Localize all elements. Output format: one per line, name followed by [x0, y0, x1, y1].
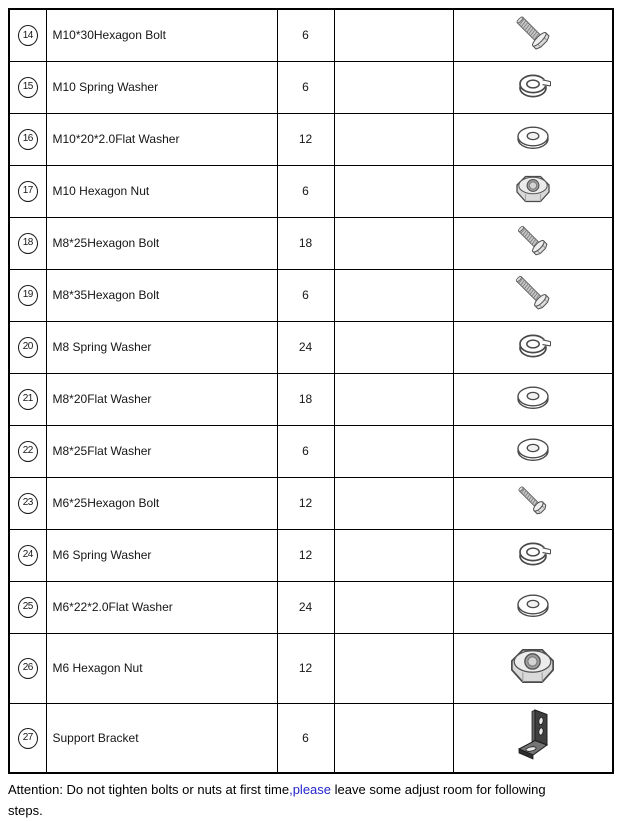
part-image-cell — [453, 217, 613, 269]
part-name: M6 Hexagon Nut — [52, 661, 143, 675]
support-bracket-icon — [512, 708, 554, 762]
part-name-cell — [46, 633, 277, 703]
attention-line2: steps. — [8, 803, 43, 818]
part-image-cell — [453, 529, 613, 581]
part-number-badge: 17 — [18, 181, 38, 202]
hexagon-nut-icon — [508, 644, 557, 688]
part-quantity: 12 — [298, 548, 313, 562]
blank-cell — [334, 217, 453, 269]
part-quantity-cell — [277, 113, 334, 165]
part-name-cell — [46, 703, 277, 773]
part-quantity: 12 — [298, 496, 313, 510]
part-image-cell — [453, 373, 613, 425]
part-number-badge: 22 — [18, 441, 38, 462]
blank-cell — [334, 529, 453, 581]
part-quantity-cell — [277, 373, 334, 425]
part-quantity-cell — [277, 217, 334, 269]
part-number-badge: 20 — [18, 337, 38, 358]
part-number-cell — [9, 113, 46, 165]
part-number-cell — [9, 703, 46, 773]
part-quantity: 6 — [302, 730, 309, 745]
part-name: M8*20Flat Washer — [52, 392, 152, 406]
part-number-badge: 24 — [18, 545, 38, 566]
part-image-cell — [453, 269, 613, 321]
parts-table-row — [9, 217, 613, 269]
part-quantity-cell — [277, 61, 334, 113]
blank-cell — [334, 269, 453, 321]
part-name: M10 Spring Washer — [52, 80, 159, 94]
blank-cell — [334, 581, 453, 633]
blank-cell — [334, 165, 453, 217]
part-quantity-cell — [277, 425, 334, 477]
parts-table-row — [9, 269, 613, 321]
part-number-cell — [9, 61, 46, 113]
part-number-badge: 26 — [18, 658, 38, 679]
part-number-cell — [9, 425, 46, 477]
part-name-cell — [46, 321, 277, 373]
blank-cell — [334, 9, 453, 61]
part-name-cell — [46, 425, 277, 477]
parts-table-row — [9, 61, 613, 113]
part-name: M8 Spring Washer — [52, 340, 152, 354]
parts-table-row — [9, 633, 613, 703]
part-quantity-cell — [277, 477, 334, 529]
part-quantity: 24 — [298, 600, 313, 614]
blank-cell — [334, 425, 453, 477]
part-number-badge: 16 — [18, 129, 38, 150]
part-name: M6*25Hexagon Bolt — [52, 496, 160, 510]
attention-note — [8, 779, 612, 800]
flat-washer-icon — [511, 122, 555, 152]
part-number-cell — [9, 165, 46, 217]
part-name: Support Bracket — [52, 730, 139, 745]
part-name-cell — [46, 9, 277, 61]
part-quantity: 6 — [302, 28, 309, 43]
hexagon-bolt-icon — [509, 273, 557, 313]
part-name: M8*25Flat Washer — [52, 444, 152, 458]
parts-table-row — [9, 165, 613, 217]
blank-cell — [334, 113, 453, 165]
parts-table-row — [9, 373, 613, 425]
part-quantity: 18 — [298, 236, 313, 250]
flat-washer-icon — [511, 434, 555, 464]
part-quantity-cell — [277, 321, 334, 373]
part-quantity: 6 — [302, 288, 309, 302]
blank-cell — [334, 477, 453, 529]
part-image-cell — [453, 425, 613, 477]
part-number-badge: 15 — [18, 77, 38, 98]
part-name: M10*20*2.0Flat Washer — [52, 132, 180, 146]
part-name: M10*30Hexagon Bolt — [52, 28, 166, 43]
part-number-badge: 18 — [18, 233, 38, 254]
part-quantity: 24 — [298, 340, 313, 354]
blank-cell — [334, 61, 453, 113]
part-quantity-cell — [277, 703, 334, 773]
part-name-cell — [46, 529, 277, 581]
parts-table-row — [9, 477, 613, 529]
part-number-cell — [9, 529, 46, 581]
part-number-badge: 19 — [18, 285, 38, 306]
part-image-cell — [453, 113, 613, 165]
hexagon-bolt-icon — [509, 221, 557, 261]
part-image-cell — [453, 581, 613, 633]
part-number-cell — [9, 217, 46, 269]
spring-washer-icon — [512, 536, 554, 570]
part-image-cell — [453, 321, 613, 373]
parts-table-row — [9, 529, 613, 581]
part-image-cell — [453, 477, 613, 529]
part-quantity: 12 — [298, 132, 313, 146]
spring-washer-icon — [512, 328, 554, 362]
part-quantity-cell — [277, 269, 334, 321]
attention-highlight: ,please — [289, 782, 332, 797]
part-name: M10 Hexagon Nut — [52, 184, 150, 198]
part-number-cell — [9, 269, 46, 321]
part-number-cell — [9, 373, 46, 425]
part-number-badge: 25 — [18, 597, 38, 618]
part-number-cell — [9, 321, 46, 373]
part-name: M6*22*2.0Flat Washer — [52, 600, 173, 614]
parts-table-row — [9, 425, 613, 477]
part-number-cell — [9, 633, 46, 703]
part-name-cell — [46, 477, 277, 529]
blank-cell — [334, 703, 453, 773]
part-number-badge: 27 — [18, 728, 38, 749]
part-name-cell — [46, 61, 277, 113]
parts-table — [8, 8, 614, 774]
part-image-cell — [453, 165, 613, 217]
hexagon-nut-icon — [514, 172, 552, 206]
parts-table-row — [9, 113, 613, 165]
part-quantity-cell — [277, 529, 334, 581]
part-quantity: 6 — [302, 184, 309, 198]
part-quantity: 18 — [298, 392, 313, 406]
spring-washer-icon — [512, 68, 554, 102]
part-number-badge: 21 — [18, 389, 38, 410]
part-number-badge: 14 — [18, 25, 38, 46]
hexagon-bolt-icon — [509, 481, 557, 521]
part-number-cell — [9, 581, 46, 633]
part-quantity-cell — [277, 165, 334, 217]
parts-table-row — [9, 703, 613, 773]
blank-cell — [334, 321, 453, 373]
blank-cell — [334, 373, 453, 425]
attention-text: Attention: Do not tighten bolts or nuts at first time — [8, 782, 290, 797]
part-quantity-cell — [277, 581, 334, 633]
part-name-cell — [46, 113, 277, 165]
part-quantity: 6 — [302, 444, 309, 458]
part-quantity: 6 — [302, 80, 309, 94]
part-name: M8*35Hexagon Bolt — [52, 288, 160, 302]
part-name: M8*25Hexagon Bolt — [52, 236, 160, 250]
part-name-cell — [46, 373, 277, 425]
part-quantity-cell — [277, 633, 334, 703]
part-name-cell — [46, 581, 277, 633]
attention-text-cont: leave some adjust room for following — [331, 782, 546, 797]
part-name-cell — [46, 165, 277, 217]
part-image-cell — [453, 633, 613, 703]
part-image-cell — [453, 61, 613, 113]
part-name: M6 Spring Washer — [52, 548, 152, 562]
parts-table-row — [9, 9, 613, 61]
part-image-cell — [453, 703, 613, 773]
flat-washer-icon — [511, 590, 555, 620]
part-quantity: 12 — [298, 661, 313, 675]
blank-cell — [334, 633, 453, 703]
part-name-cell — [46, 269, 277, 321]
flat-washer-icon — [511, 382, 555, 412]
part-name-cell — [46, 217, 277, 269]
part-quantity-cell — [277, 9, 334, 61]
parts-table-row — [9, 321, 613, 373]
part-number-cell — [9, 477, 46, 529]
part-image-cell — [453, 9, 613, 61]
part-number-badge: 23 — [18, 493, 38, 514]
parts-table-row — [9, 581, 613, 633]
hexagon-bolt-icon — [509, 13, 557, 53]
part-number-cell — [9, 9, 46, 61]
